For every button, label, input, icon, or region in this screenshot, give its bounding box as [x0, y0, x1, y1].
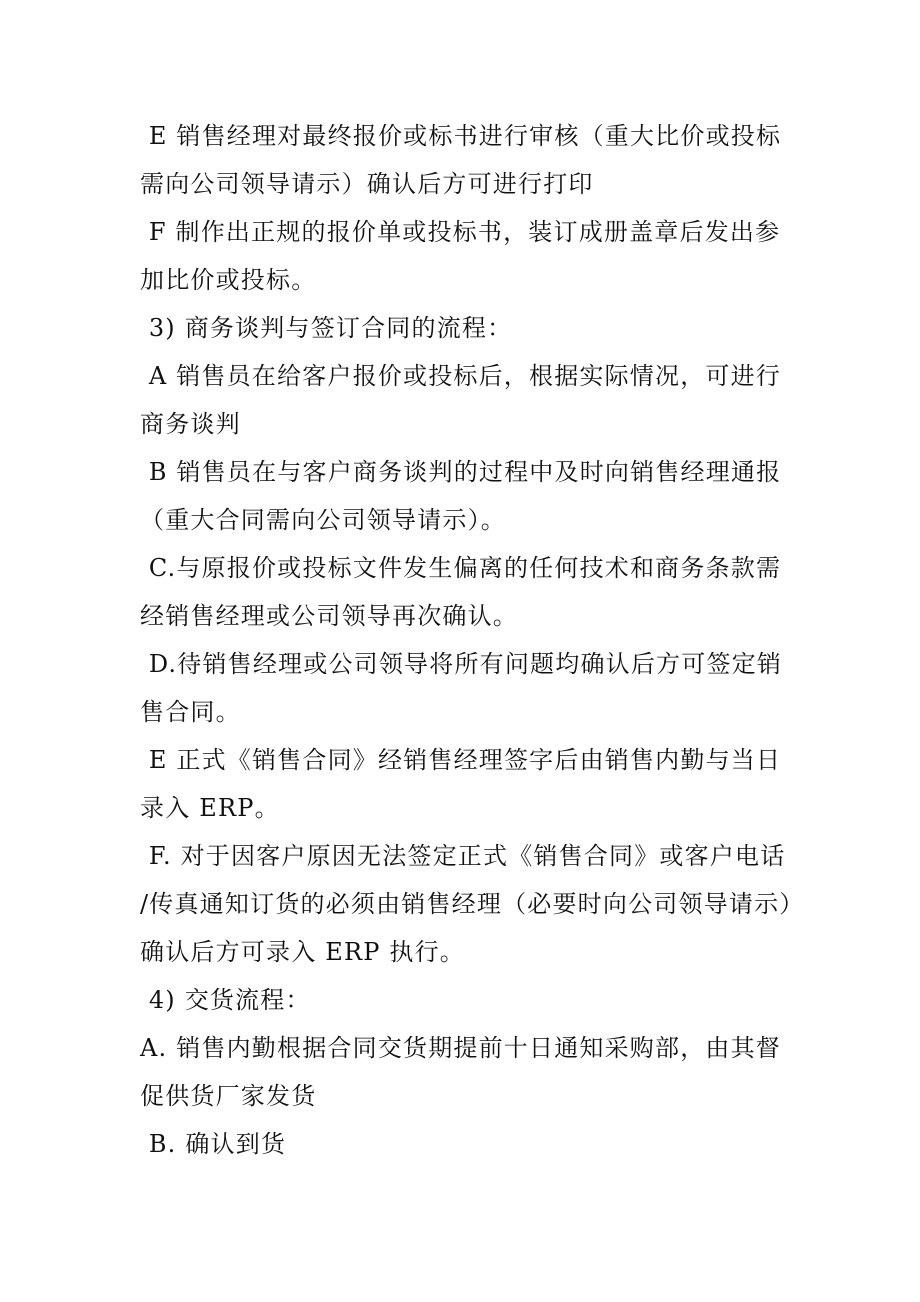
text-line: 加比价或投标。	[140, 266, 317, 294]
text-line: D.待销售经理或公司领导将所有问题均确认后方可签定销	[140, 650, 783, 678]
text-line: /传真通知订货的必须由销售经理（必要时向公司领导请示）	[140, 890, 805, 918]
text-line: （重大合同需向公司领导请示）。	[140, 506, 506, 534]
text-line: E 正式《销售合同》经销售经理签字后由销售内勤与当日	[140, 746, 782, 774]
text-line: 商务谈判	[140, 410, 241, 438]
text-line: F. 对于因客户原因无法签定正式《销售合同》或客户电话	[140, 842, 786, 870]
text-line: F 制作出正规的报价单或投标书，装订成册盖章后发出参	[140, 218, 781, 246]
text-line: 确认后方可录入 ERP 执行。	[140, 938, 465, 966]
text-line: B. 确认到货	[140, 1130, 287, 1158]
text-line: B 销售员在与客户商务谈判的过程中及时向销售经理通报	[140, 458, 782, 486]
text-line: 售合同。	[140, 698, 241, 726]
text-line: 促供货厂家发货	[140, 1082, 317, 1110]
text-line: A 销售员在给客户报价或投标后，根据实际情况，可进行	[140, 362, 781, 390]
text-line: A. 销售内勤根据合同交货期提前十日通知采购部，由其督	[140, 1034, 781, 1062]
document-body	[140, 112, 805, 1168]
section-heading: 3) 商务谈判与签订合同的流程：	[140, 314, 513, 342]
text-line: E 销售经理对最终报价或标书进行审核（重大比价或投标	[140, 122, 782, 150]
text-line: 需向公司领导请示）确认后方可进行打印	[140, 170, 594, 198]
section-heading: 4) 交货流程：	[140, 986, 311, 1014]
text-line: 录入 ERP。	[140, 794, 280, 822]
text-line: C.与原报价或投标文件发生偏离的任何技术和商务条款需	[140, 554, 782, 582]
text-line: 经销售经理或公司领导再次确认。	[140, 602, 518, 630]
